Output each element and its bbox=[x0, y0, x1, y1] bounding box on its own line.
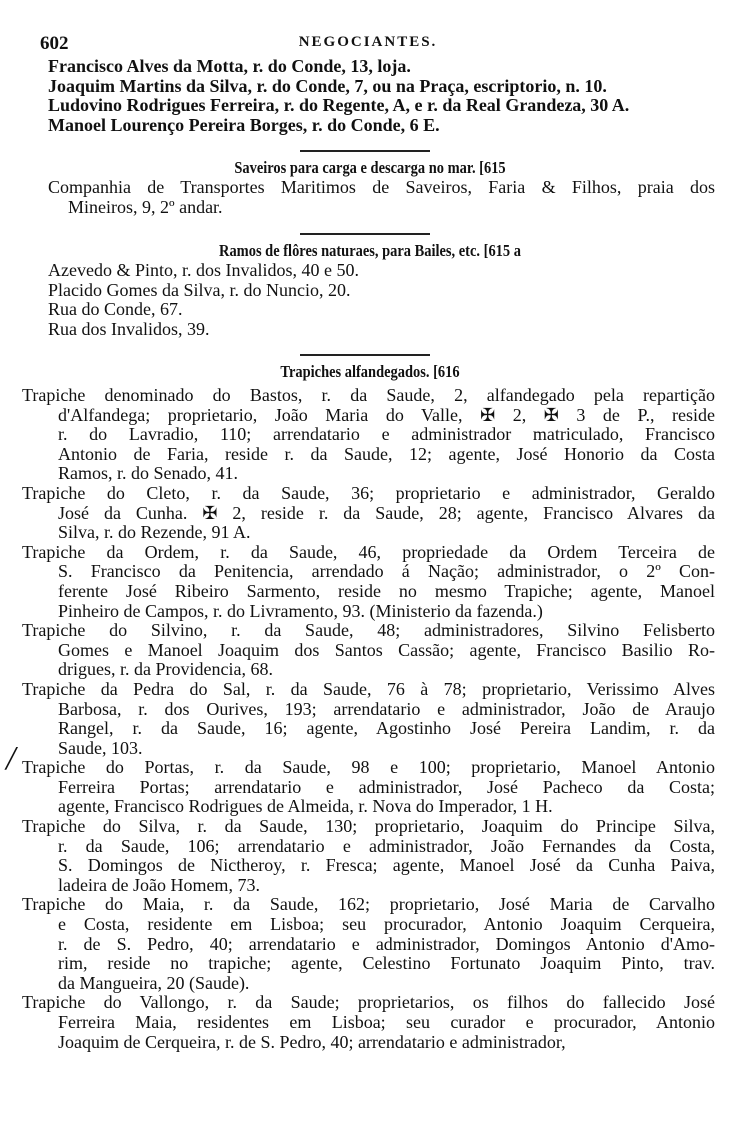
section-entries bbox=[48, 57, 715, 135]
entry-line: r. de S. Pedro, 40; arrendatario e administrador, Domingos Antonio d'Amo- bbox=[58, 933, 715, 954]
entry-line: ferente José Ribeiro Sarmento, reside no mesmo Trapiche; agente, Manoel bbox=[58, 580, 715, 601]
entry-line: rim, reside no trapiche; agente, Celestino Fortunato Joaquim Pinto, trav. bbox=[58, 953, 715, 974]
entry-line: drigues, r. da Providencia, 68. bbox=[58, 659, 273, 680]
entry-line: r. do Lavradio, 110; arrendatario e administrador matriculado, Francisco bbox=[58, 424, 715, 445]
directory-entry bbox=[48, 96, 715, 116]
entry-line: Mineiros, 9, 2º andar. bbox=[68, 196, 223, 217]
directory-entry bbox=[22, 621, 715, 680]
entry-line: Rua dos Invalidos, 39. bbox=[48, 318, 210, 339]
page-number: 602 bbox=[40, 33, 69, 54]
entry-line: Trapiche do Silva, r. da Saude, 130; proprietario, Joaquim do Principe Silva, bbox=[22, 816, 715, 837]
entry-line: d'Alfandega; proprietario, João Maria do Valle, ✠ 2, ✠ 3 de P., reside bbox=[58, 404, 715, 425]
entry-line: Francisco Alves da Motta, r. do Conde, 13, loja. bbox=[48, 56, 411, 76]
running-title: NEGOCIANTES. bbox=[298, 34, 438, 50]
entry-line: Trapiche denominado do Bastos, r. da Saude, 2, alfandegado pela repartição bbox=[22, 385, 715, 405]
entry-line: Ferreira Portas; arrendatario e administrador, José Pacheco da Costa; bbox=[58, 776, 715, 797]
entry-line: Rua do Conde, 67. bbox=[48, 299, 183, 320]
section-heading: Trapiches alfandegados. [616 bbox=[280, 362, 460, 381]
directory-entry bbox=[48, 57, 715, 77]
directory-entry bbox=[48, 261, 715, 281]
section-entries bbox=[48, 261, 715, 339]
entry-line: Trapiche da Ordem, r. da Saude, 46, propriedade da Ordem Terceira de bbox=[22, 541, 715, 562]
entry-line: Gomes e Manoel Joaquim dos Santos Cassão; agente, Francisco Basilio Ro- bbox=[58, 639, 715, 660]
directory-entry bbox=[48, 320, 715, 340]
entry-line: Placido Gomes da Silva, r. do Nuncio, 20. bbox=[48, 279, 351, 300]
entry-line: Companhia de Transportes Maritimos de Saveiros, Faria & Filhos, praia dos bbox=[48, 177, 715, 197]
directory-entry bbox=[22, 993, 715, 1052]
section-entries bbox=[22, 386, 715, 1052]
entry-line: José da Cunha. ✠ 2, reside r. da Saude, 28; agente, Francisco Alvares da bbox=[58, 502, 715, 523]
entry-line: r. da Saude, 106; arrendatario e administrador, João Fernandes da Costa, bbox=[58, 835, 715, 856]
entry-line: Azevedo & Pinto, r. dos Invalidos, 40 e 50. bbox=[48, 260, 359, 280]
entry-line: Trapiche do Maia, r. da Saude, 162; proprietario, José Maria de Carvalho bbox=[22, 894, 715, 915]
entry-line: S. Domingos de Nictheroy, r. Fresca; agente, Manoel José da Cunha Paiva, bbox=[58, 855, 715, 876]
margin-mark: / bbox=[6, 740, 16, 777]
entry-line: Joaquim de Cerqueira, r. de S. Pedro, 40; arrendatario e administrador, bbox=[58, 1031, 566, 1052]
section-divider bbox=[300, 354, 430, 356]
entry-line: Antonio de Faria, reside r. da Saude, 12; agente, José Honorio da Costa bbox=[58, 443, 715, 464]
entry-line: Ramos, r. do Senado, 41. bbox=[58, 463, 238, 484]
entry-line: e Costa, residente em Lisboa; seu procurador, Antonio Joaquim Cerqueira, bbox=[58, 914, 715, 935]
directory-entry bbox=[22, 817, 715, 895]
entry-line: agente, Francisco Rodrigues de Almeida, r. Nova do Imperador, 1 H. bbox=[58, 796, 553, 817]
entry-line: Barbosa, r. dos Ourives, 193; arrendatario e administrador, João de Araujo bbox=[58, 698, 715, 719]
directory-entry bbox=[48, 116, 715, 136]
directory-entry bbox=[22, 758, 715, 817]
directory-entry bbox=[22, 484, 715, 543]
entry-line: Ferreira Maia, residentes em Lisboa; seu curador e procurador, Antonio bbox=[58, 1012, 715, 1032]
directory-entry bbox=[22, 543, 715, 621]
entry-line: Pinheiro de Campos, r. do Livramento, 93. (Ministerio da fazenda.) bbox=[58, 600, 543, 621]
section-heading: Ramos de flôres naturaes, para Bailes, etc. [615 a bbox=[219, 241, 521, 260]
section-divider bbox=[300, 150, 430, 152]
entry-line: Trapiche da Pedra do Sal, r. da Saude, 76 à 78; proprietario, Verissimo Alves bbox=[22, 678, 715, 699]
entry-line: Manoel Lourenço Pereira Borges, r. do Conde, 6 E. bbox=[48, 114, 440, 135]
directory-entry bbox=[48, 281, 715, 301]
directory-entry bbox=[48, 77, 715, 97]
directory-entry bbox=[48, 178, 715, 217]
section-divider bbox=[300, 233, 430, 235]
entry-line: Rangel, r. da Saude, 16; agente, Agostinho José Pereira Landim, r. da bbox=[58, 718, 715, 739]
entry-line: Silva, r. do Rezende, 91 A. bbox=[58, 522, 251, 543]
entry-line: da Mangueira, 20 (Saude). bbox=[58, 972, 250, 993]
entry-line: S. Francisco da Penitencia, arrendado á Nação; administrador, o 2º Con- bbox=[58, 561, 715, 582]
directory-entry bbox=[22, 895, 715, 993]
entry-line: Trapiche do Cleto, r. da Saude, 36; proprietario e administrador, Geraldo bbox=[22, 482, 715, 503]
section-entries bbox=[48, 178, 715, 217]
section-heading: Saveiros para carga e descarga no mar. [615 bbox=[234, 158, 506, 177]
entry-line: Trapiche do Portas, r. da Saude, 98 e 100; proprietario, Manoel Antonio bbox=[22, 757, 715, 778]
directory-entry bbox=[22, 680, 715, 758]
entry-line: ladeira de João Homem, 73. bbox=[58, 874, 260, 895]
entry-line: Saude, 103. bbox=[58, 737, 143, 758]
entry-line: Joaquim Martins da Silva, r. do Conde, 7, ou na Praça, escriptorio, n. 10. bbox=[48, 75, 607, 96]
directory-entry bbox=[22, 386, 715, 484]
entry-line: Ludovino Rodrigues Ferreira, r. do Regente, A, e r. da Real Grandeza, 30 A. bbox=[48, 95, 630, 116]
entry-line: Trapiche do Silvino, r. da Saude, 48; administradores, Silvino Felisberto bbox=[22, 620, 715, 641]
directory-entry bbox=[48, 300, 715, 320]
entry-line: Trapiche do Vallongo, r. da Saude; proprietarios, os filhos do fallecido José bbox=[22, 992, 715, 1013]
